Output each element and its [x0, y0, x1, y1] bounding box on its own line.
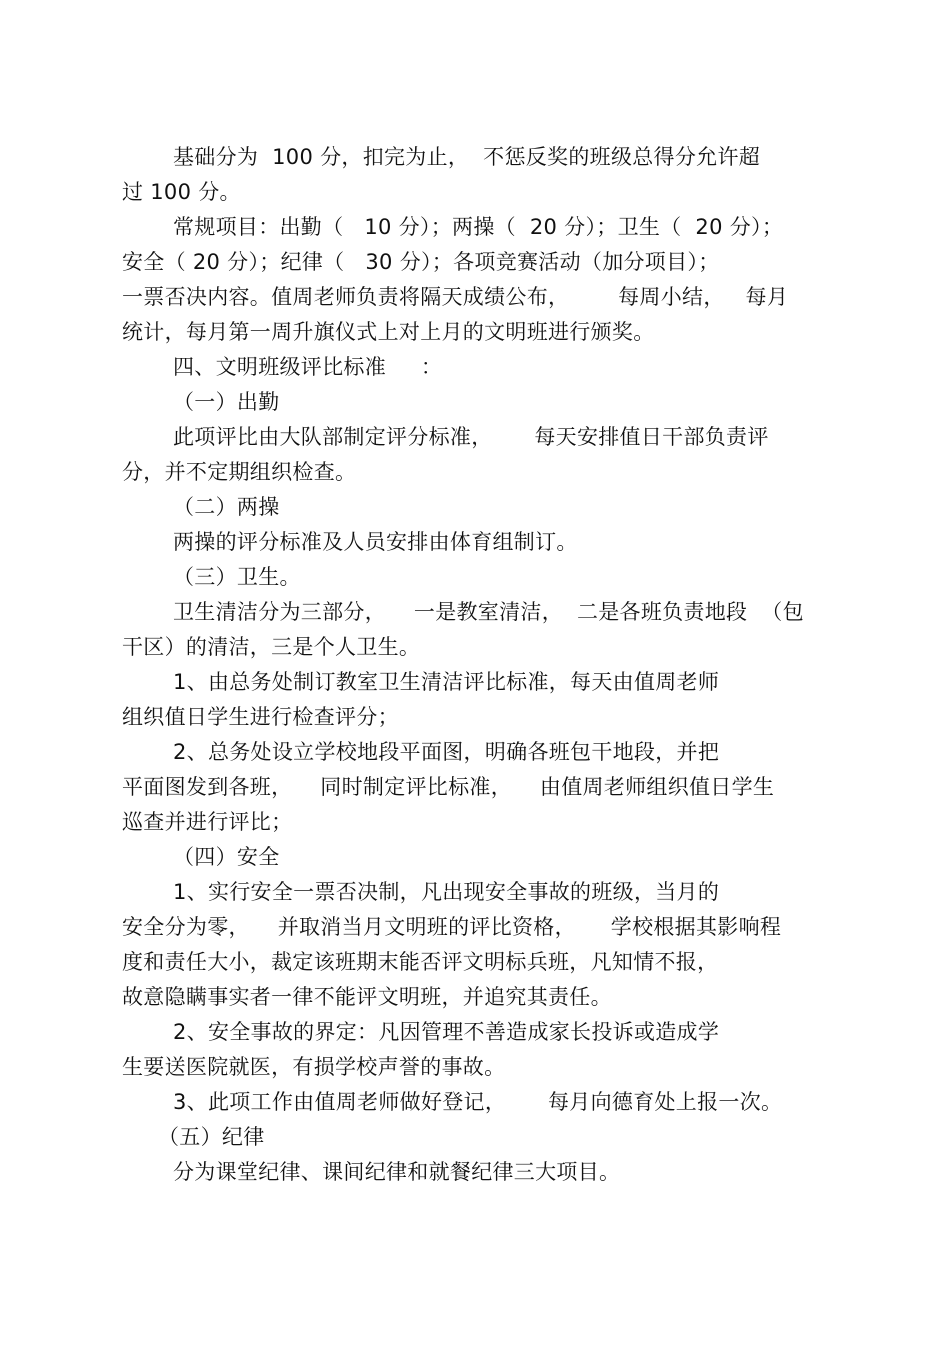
text-line: 两操的评分标准及人员安排由体育组制订。: [173, 530, 578, 554]
text-line: 3、此项工作由值周老师做好登记， 每月向德育处上报一次。: [173, 1090, 783, 1114]
text-line: 生要送医院就医，有损学校声誉的事故。: [122, 1055, 506, 1079]
text-line: 平面图发到各班， 同时制定评比标准， 由值周老师组织值日学生: [122, 775, 775, 799]
text-line: 2、总务处设立学校地段平面图，明确各班包干地段，并把: [173, 740, 720, 764]
subsection-heading: （二）两操: [173, 495, 280, 519]
text-line: 度和责任大小，裁定该班期末能否评文明标兵班，凡知情不报，: [122, 950, 719, 974]
text-line: 此项评比由大队部制定评分标准， 每天安排值日干部负责评: [173, 425, 769, 449]
subsection-heading: （三）卫生。: [173, 565, 301, 589]
text-line: 2、安全事故的界定：凡因管理不善造成家长投诉或造成学: [173, 1020, 720, 1044]
text-line: 1、由总务处制订教室卫生清洁评比标准，每天由值周老师: [173, 670, 720, 694]
text-line: 巡查并进行评比；: [122, 810, 293, 834]
text-line: 统计，每月第一周升旗仪式上对上月的文明班进行颁奖。: [122, 320, 655, 344]
text-line: 安全分为零， 并取消当月文明班的评比资格， 学校根据其影响程: [122, 915, 782, 939]
text-line: 分为课堂纪律、课间纪律和就餐纪律三大项目。: [173, 1160, 621, 1184]
text-line: 基础分为 100 分，扣完为止， 不惩反奖的班级总得分允许超: [173, 145, 761, 169]
section-heading: 四、文明班级评比标准 ：: [173, 355, 443, 379]
text-line: 过 100 分。: [122, 180, 241, 204]
text-line: 组织值日学生进行检查评分；: [122, 705, 399, 729]
subsection-heading: （四）安全: [173, 845, 280, 869]
text-line: 分，并不定期组织检查。: [122, 460, 357, 484]
text-line: 1、实行安全一票否决制，凡出现安全事故的班级，当月的: [173, 880, 720, 904]
text-line: 安全（ 20 分）；纪律（ 30 分）；各项竞赛活动（加分项目）；: [122, 250, 720, 274]
text-line: 常规项目：出勤（ 10 分）；两操（ 20 分）；卫生（ 20 分）；: [173, 215, 784, 239]
subsection-heading: （五）纪律: [158, 1125, 265, 1149]
subsection-heading: （一）出勤: [173, 390, 280, 414]
text-line: 干区）的清洁，三是个人卫生。: [122, 635, 421, 659]
text-line: 卫生清洁分为三部分， 一是教室清洁， 二是各班负责地段 （包: [173, 600, 804, 624]
text-line: 故意隐瞒事实者一律不能评文明班，并追究其责任。: [122, 985, 612, 1009]
text-line: 一票否决内容。值周老师负责将隔天成绩公布， 每周小结， 每月: [122, 285, 789, 309]
